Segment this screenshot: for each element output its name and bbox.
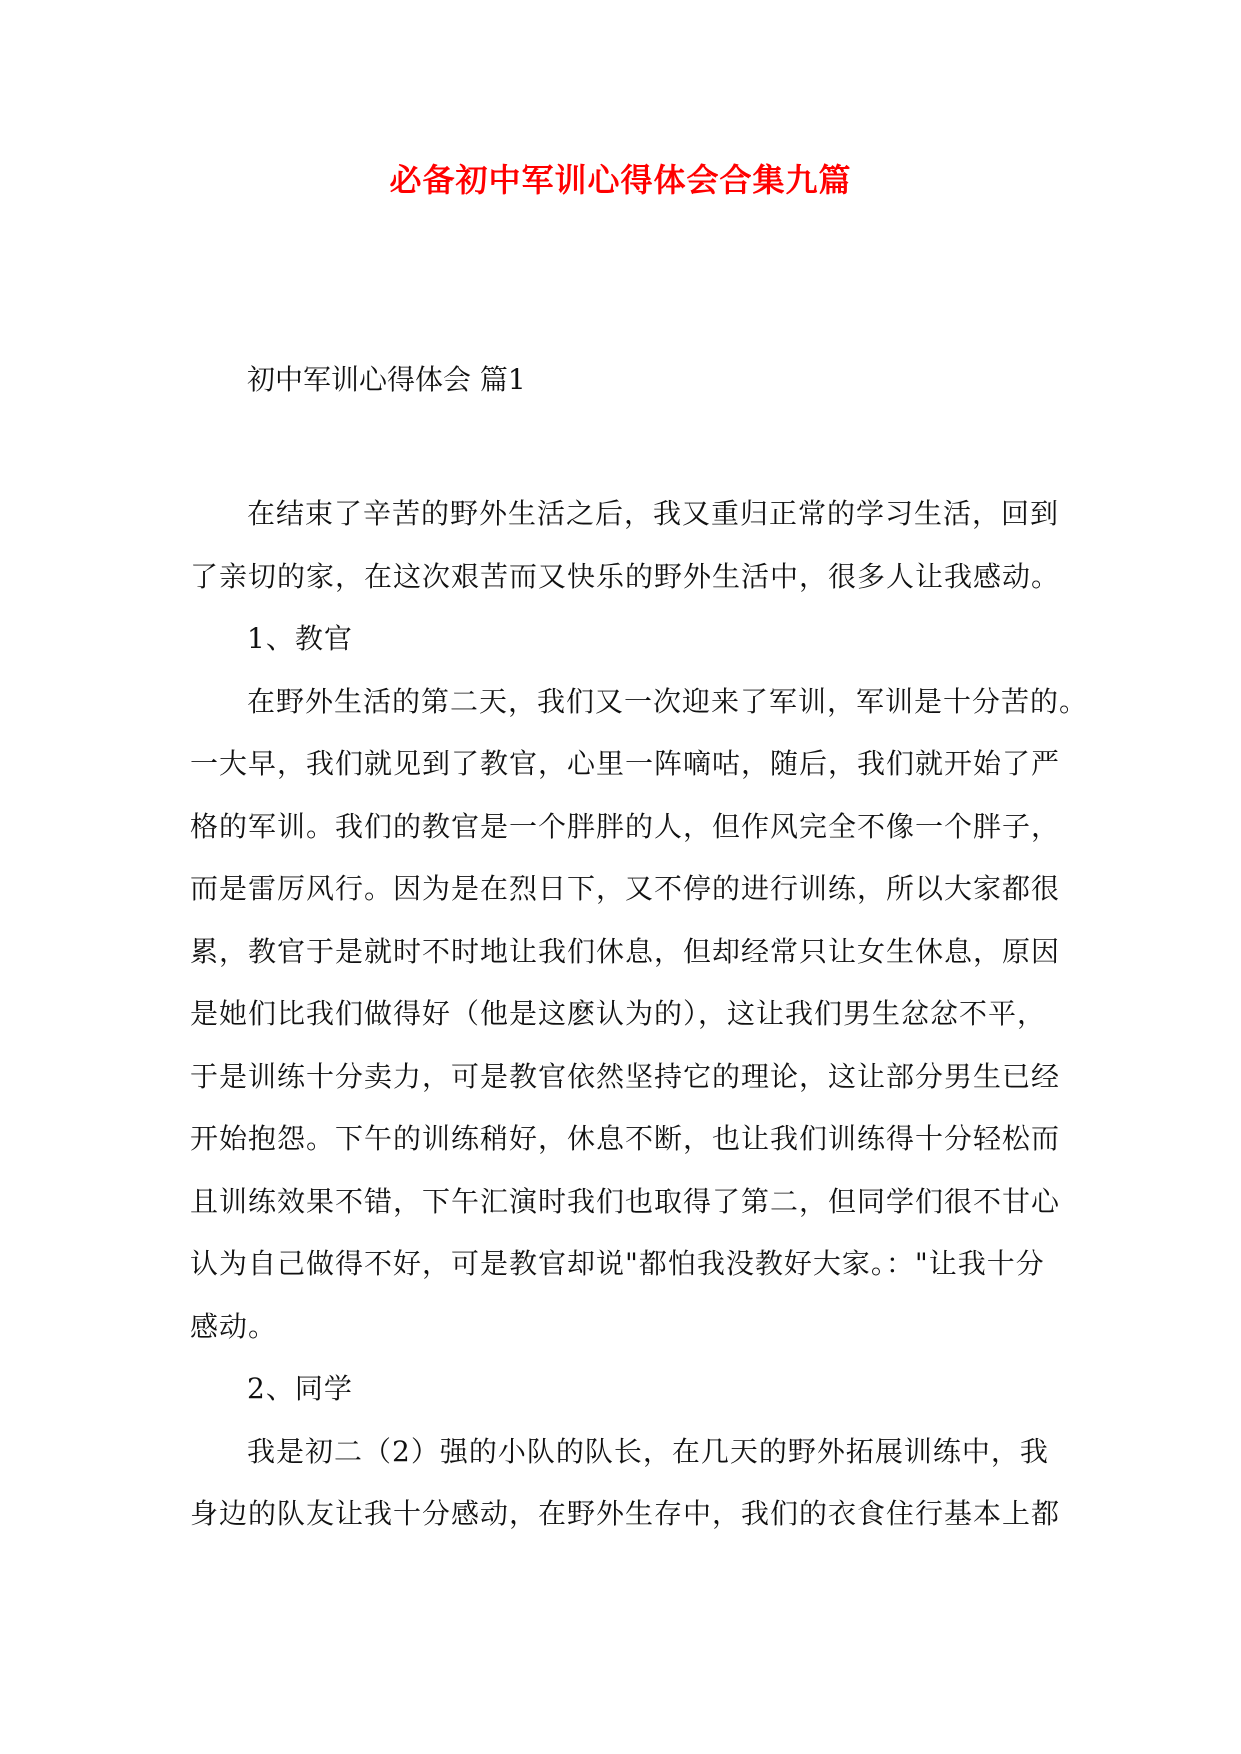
paragraph: [190, 671, 1089, 1359]
paragraph: [190, 483, 1070, 608]
text-line: 感动。: [190, 1309, 278, 1343]
text-line: 我是初二（2）强的小队的队长，在几天的野外拓展训练中，我: [247, 1434, 1049, 1468]
text-line: 而是雷厉风行。因为是在烈日下，又不停的进行训练，所以大家都很: [190, 872, 1061, 905]
text-line: 是她们比我们做得好（他是这麽认为的），这让我们男生忿忿不平，: [190, 997, 1047, 1030]
text-line: 格的军训。我们的教官是一个胖胖的人，但作风完全不像一个胖子，: [190, 809, 1061, 843]
text-line: 一大早，我们就见到了教官，心里一阵嘀咕，随后，我们就开始了严: [190, 747, 1061, 780]
text-line: 累，教官于是就时不时地让我们休息，但却经常只让女生休息，原因: [190, 934, 1061, 968]
document-body: [190, 483, 1089, 1546]
document-title: 必备初中军训心得体会合集九篇: [389, 161, 852, 199]
text-line: 且训练效果不错，下午汇演时我们也取得了第二，但同学们很不甘心: [190, 1184, 1061, 1218]
text-line: 了亲切的家，在这次艰苦而又快乐的野外生活中，很多人让我感动。: [190, 559, 1061, 593]
text-line: 在结束了辛苦的野外生活之后，我又重归正常的学习生活，回到: [247, 497, 1060, 530]
text-line: 开始抱怨。下午的训练稍好，休息不断，也让我们训练得十分轻松而: [190, 1122, 1061, 1155]
subsection-heading: [190, 1358, 1070, 1421]
subsection-heading: [190, 608, 1070, 671]
text-line: 在野外生活的第二天，我们又一次迎来了军训，军训是十分苦的。: [247, 684, 1089, 718]
text-line: 于是训练十分卖力，可是教官依然坚持它的理论，这让部分男生已经: [190, 1059, 1061, 1093]
paragraph: [190, 1421, 1070, 1546]
section-heading: 初中军训心得体会 篇1: [247, 363, 526, 396]
text-line: 身边的队友让我十分感动，在野外生存中，我们的衣食住行基本上都: [190, 1497, 1061, 1530]
text-line: 认为自己做得不好，可是教官却说"都怕我没教好大家。："让我十分: [190, 1247, 1045, 1280]
text-line: 2、同学: [247, 1372, 353, 1405]
text-line: 1、教官: [247, 622, 353, 655]
